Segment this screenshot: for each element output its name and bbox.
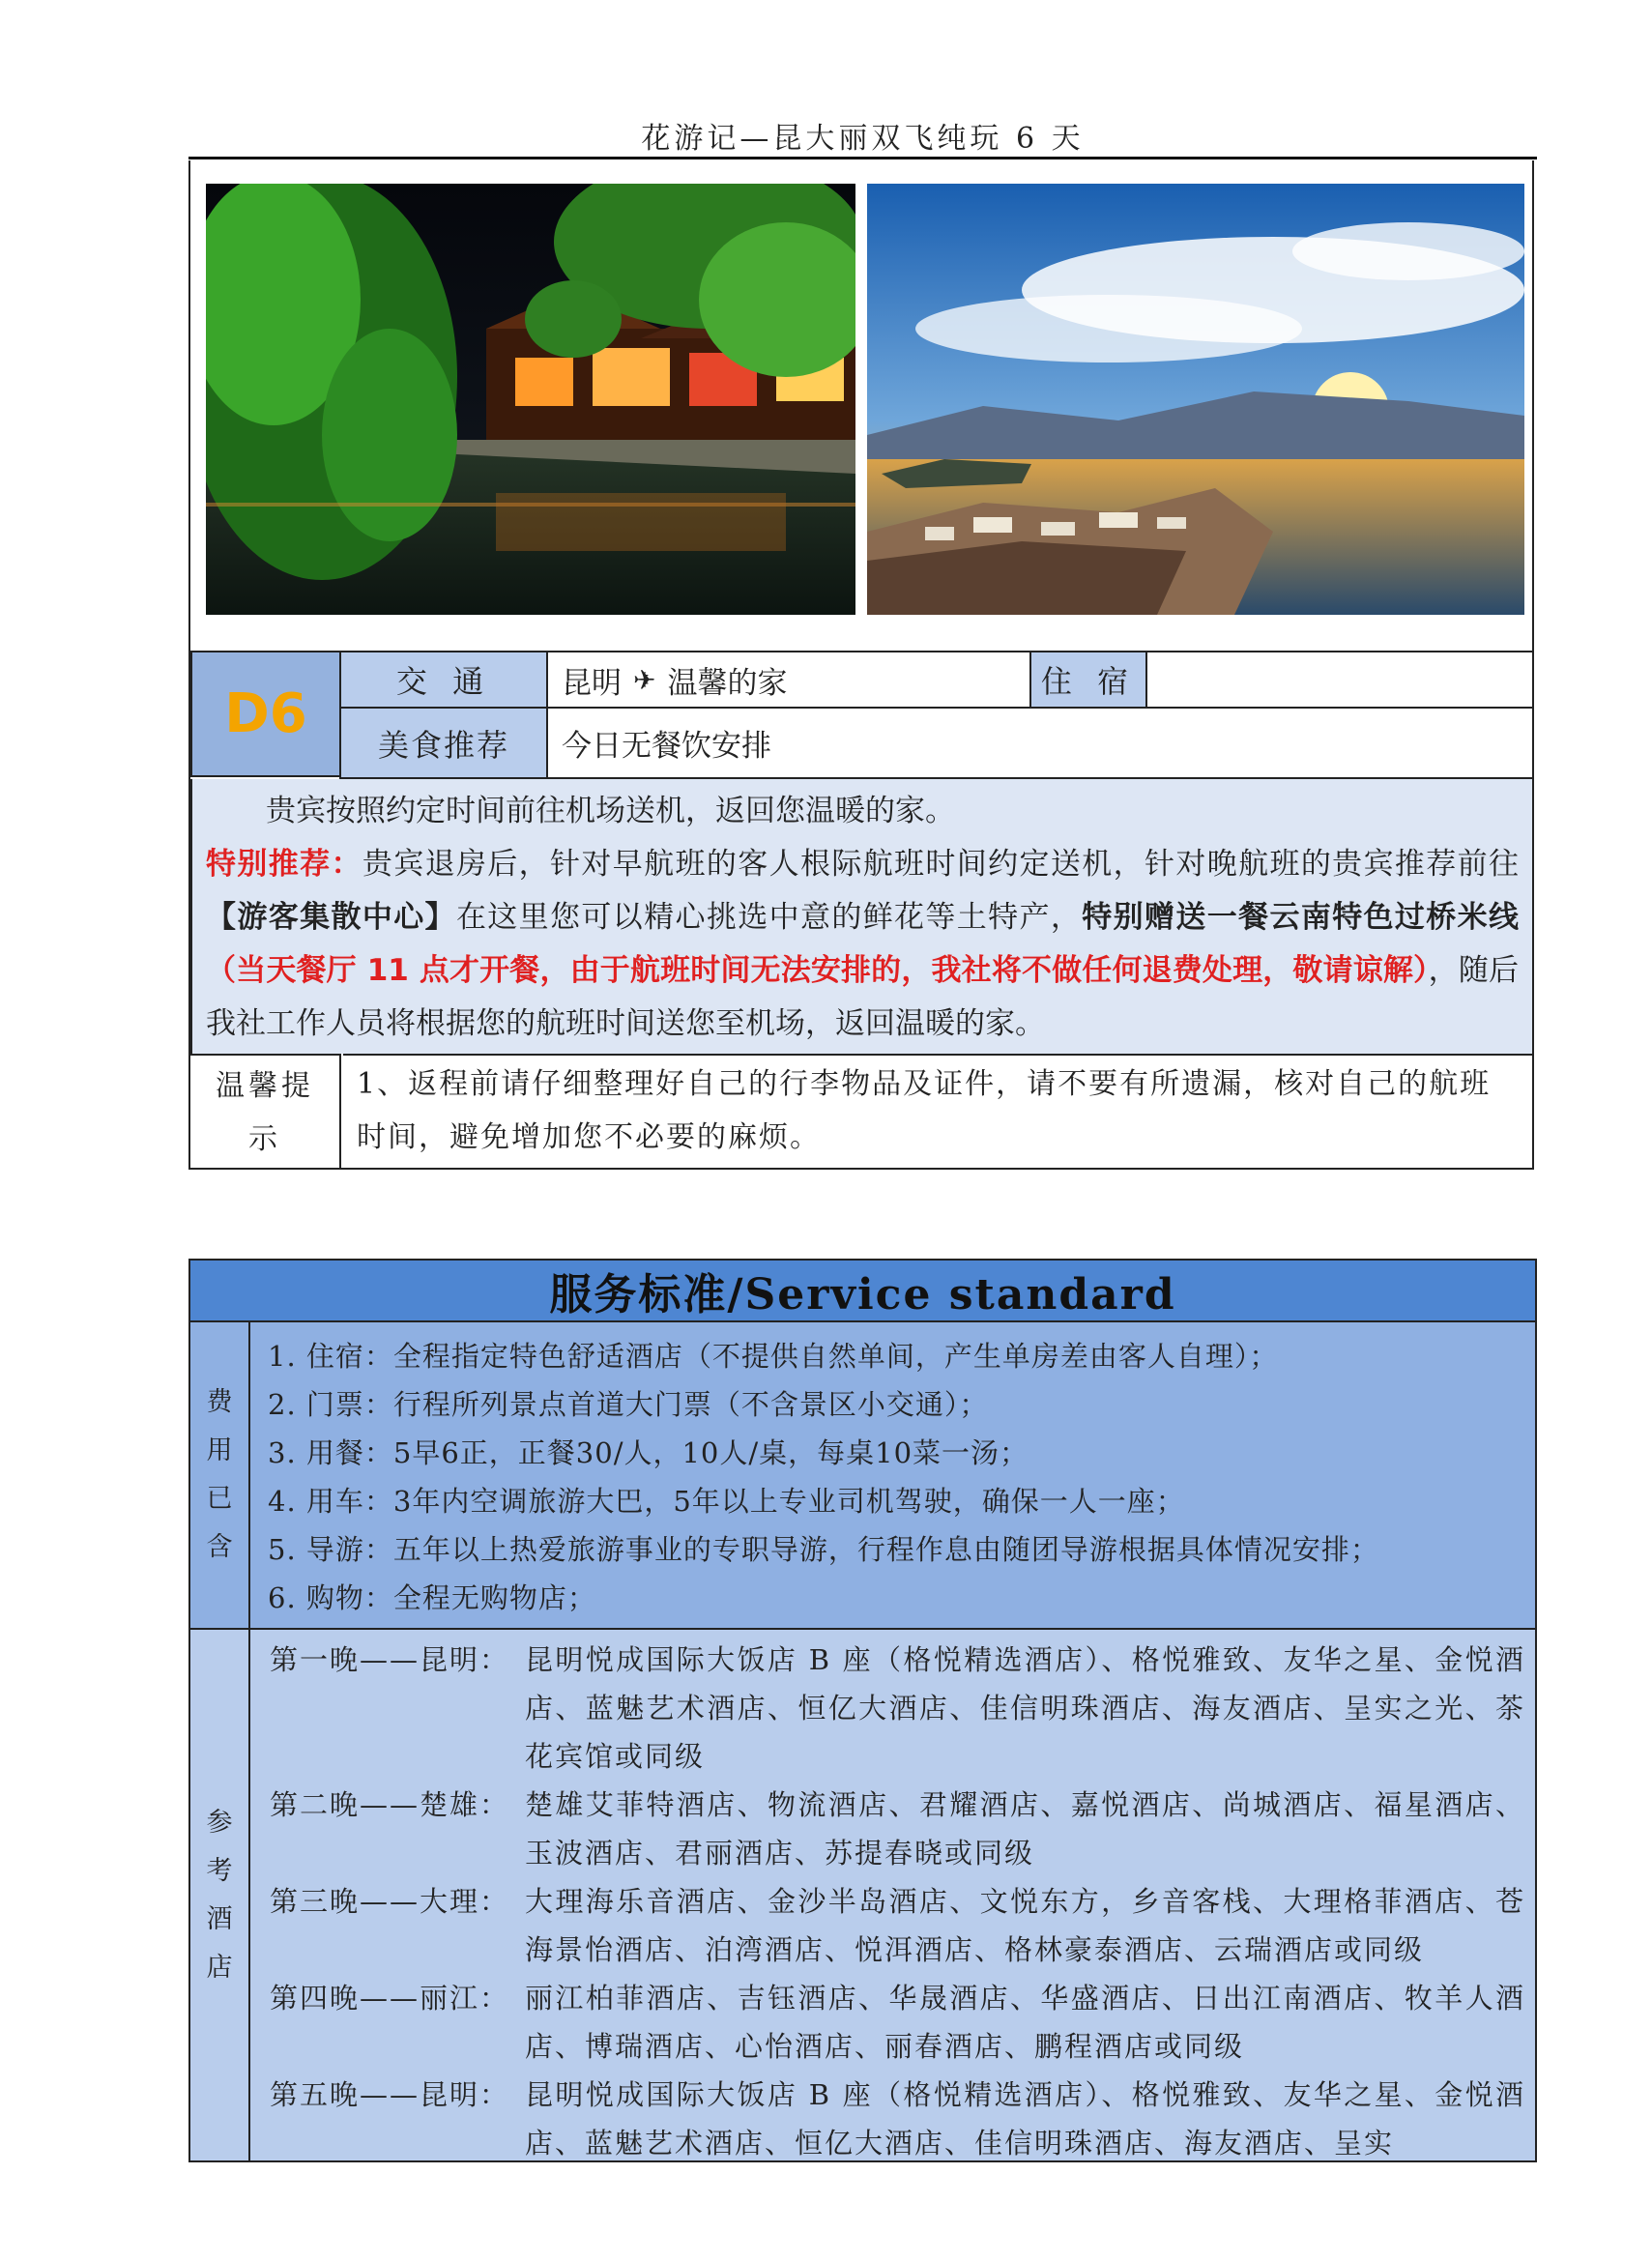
desc-center: 【游客集散中心】 [206, 900, 456, 935]
desc-special-2: 在这里您可以精心挑选中意的鲜花等土特产， [455, 900, 1083, 935]
hotel-night-label: 第二晚——楚雄： [270, 1788, 510, 1821]
transport-label: 交 通 [339, 651, 548, 709]
stay-value [1145, 651, 1534, 709]
hotels-label-char: 考 [206, 1855, 233, 1886]
tip-label [190, 1054, 341, 1170]
photo-lijiang-night-image [206, 184, 855, 615]
tip-label-line-2: 示 [248, 1122, 281, 1156]
desc-end: ，随后我社工作人员将根据您的航班时间送您至机场，返回温暖的家。 [206, 953, 1519, 1041]
photo-lijiang-night [206, 184, 855, 615]
hotel-night-label: 第五晚——昆明： [270, 2078, 510, 2111]
hotels-section [190, 1630, 1535, 2160]
airplane-icon: ✈ [633, 663, 656, 696]
hotel-night-list: 大理海乐音酒店、金沙半岛酒店、文悦东方，乡音客栈、大理格菲酒店、苍海景怡酒店、泊湾酒店、悦洱酒店、格林豪泰酒店、云瑞酒店或同级 [525, 1885, 1525, 1966]
hotel-night-row [270, 2071, 1525, 2167]
hotel-night-row [270, 1877, 1525, 1974]
hotel-night-label: 第四晚——丽江： [270, 1982, 510, 2015]
hotel-night-label: 第一晚——昆明： [270, 1643, 510, 1676]
hotels-label-char: 酒 [206, 1903, 233, 1934]
food-label: 美食推荐 [339, 707, 548, 779]
hotel-night-label: 第三晚——大理： [270, 1885, 510, 1918]
hotel-night-list: 丽江柏菲酒店、吉钰酒店、华晟酒店、华盛酒店、日出江南酒店、牧羊人酒店、博瑞酒店、心怡酒店、丽春酒店、鹏程酒店或同级 [525, 1982, 1525, 2063]
transport-to: 温馨的家 [667, 665, 788, 701]
included-label-char: 含 [206, 1532, 233, 1562]
stay-label: 住 宿 [1029, 651, 1147, 709]
tip-text: 1、返程前请仔细整理好自己的行李物品及证件，请不要有所遗漏，核对自己的航班时间，避免增加您不必要的麻烦。 [343, 1054, 1532, 1170]
hotels-label-char: 店 [206, 1952, 233, 1983]
hotel-night-list: 昆明悦成国际大饭店 B 座（格悦精选酒店）、格悦雅致、友华之星、金悦酒店、蓝魅艺术酒店、恒亿大酒店、佳信明珠酒店、海友酒店、呈实 [525, 2078, 1525, 2160]
service-title: 服务标准/Service standard [190, 1261, 1535, 1322]
day-badge: D6 [190, 651, 341, 777]
included-list [268, 1332, 1525, 1622]
document-header: 花游记—昆大丽双飞纯玩 6 天 [641, 122, 1085, 156]
hotel-night-row [270, 1636, 1525, 1781]
included-section [190, 1322, 1535, 1630]
food-value: 今日无餐饮安排 [546, 707, 1534, 779]
desc-special-1: 贵宾退房后，针对早航班的客人根际航班时间约定送机，针对晚航班的贵宾推荐前往 [362, 847, 1520, 882]
hotel-night-list: 楚雄艾菲特酒店、物流酒店、君耀酒店、嘉悦酒店、尚城酒店、福星酒店、玉波酒店、君丽酒店、苏提春晓或同级 [525, 1788, 1525, 1870]
included-label [190, 1322, 250, 1628]
tip-label-line-1: 温馨提 [216, 1069, 314, 1103]
included-item-tickets: 2. 门票：行程所列景点首道大门票（不含景区小交通）； [268, 1388, 989, 1421]
included-label-char: 已 [206, 1484, 233, 1514]
desc-special [206, 838, 1519, 1051]
day-description [190, 779, 1534, 1054]
included-item-accommodation: 1. 住宿：全程指定特色舒适酒店（不提供自然单间，产生单房差由客人自理）； [268, 1340, 1279, 1373]
desc-special-label: 特别推荐： [206, 847, 362, 882]
hotel-night-row [270, 1974, 1525, 2071]
included-item-guide: 5. 导游：五年以上热爱旅游事业的专职导游，行程作息由随团导游根据具体情况安排； [268, 1533, 1379, 1566]
included-item-shopping: 6. 购物：全程无购物店； [268, 1581, 596, 1614]
desc-gift: 特别赠送一餐云南特色过桥米线 [1082, 900, 1520, 935]
hotels-label-char: 参 [206, 1807, 233, 1838]
hotel-night-row [270, 1781, 1525, 1877]
included-label-char: 费 [206, 1387, 233, 1417]
included-item-vehicle: 4. 用车：3年内空调旅游大巴，5年以上专业司机驾驶，确保一人一座； [268, 1485, 1185, 1518]
desc-warning: （当天餐厅 11 点才开餐，由于航班时间无法安排的，我社将不做任何退费处理，敬请谅解） [206, 953, 1429, 988]
transport-value [546, 651, 1031, 709]
included-label-char: 用 [206, 1435, 233, 1465]
photo-erhai-lake [867, 184, 1524, 615]
hotel-night-list: 昆明悦成国际大饭店 B 座（格悦精选酒店）、格悦雅致、友华之星、金悦酒店、蓝魅艺术酒店、恒亿大酒店、佳信明珠酒店、海友酒店、呈实之光、茶花宾馆或同级 [525, 1643, 1525, 1773]
transport-from: 昆明 [562, 665, 622, 701]
desc-intro: 贵宾按照约定时间前往机场送机，返回您温暖的家。 [266, 794, 955, 828]
header-rule [188, 157, 1537, 159]
included-item-meals: 3. 用餐：5早6正，正餐30/人，10人/桌，每桌10菜一汤； [268, 1436, 1029, 1469]
photo-erhai-lake-image [867, 184, 1524, 615]
hotels-label [190, 1630, 250, 2160]
